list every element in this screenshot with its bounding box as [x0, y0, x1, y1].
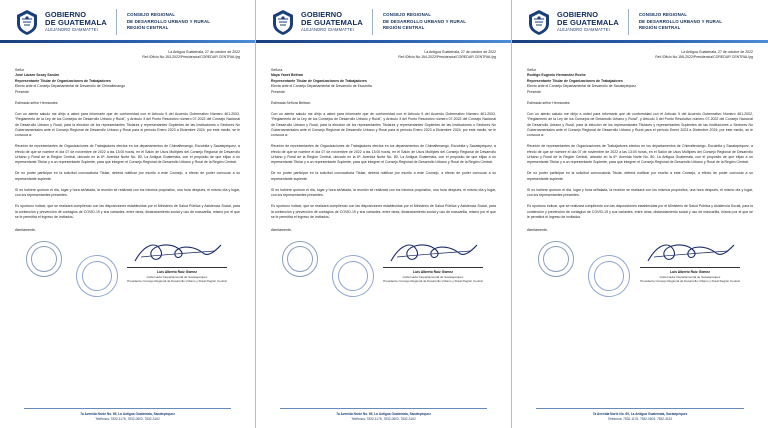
paragraph-1: Con un atento saludo me dirijo a usted para informarle que de conformidad con el Artículo 9 del Acuerdo Gubernativo Número 461-2002, "Reglamento de la Ley de los Consejos de Desarrollo Urbano y Rural", y Artículo 3 del Punto Resolutivo número 07-2022 del Consejo Nacional de Desarrollo Urbano y Rural, para la elección de los representantes Titulares y representantes Suplentes de las Instituciones o Sectores No Gubernamentales ante el Consejo Regional de Desarrollo Urbano y Rural para el período Enero 2023 a Diciembre 2024; por este medio, se le convoca a:: [527, 112, 753, 138]
letterhead: [256, 0, 511, 40]
letter-body: [0, 43, 255, 233]
paragraph-2: Reunión de representantes de Organizaciones de Trabajadores electos en los departamentos de Chimaltenango, Escuintla y Sacatepéquez, a efecto de que se nombre el día 07 de noviembre de 2022 a las 13:00 horas, en el Salón de Usos Múltiples del Consejo Regional de Desarrollo Urbano y Rural de la Región Central, ubicado en la 6ª. Avenida Norte No. 80, La Antigua Guatemala, con el propósito de que elijan a un representante Titular y a un representante Suplente, para que integren el Consejo Regional de Desarrollo Urbano y Rural de la Región Central.: [527, 144, 753, 165]
gov-wordmark: GOBIERNO DE GUATEMALA ALEJANDRO GIAMMATTEI: [557, 9, 619, 33]
paragraph-4: Si no hubiere quórum el día, lugar y hora señalada, la reunión se realizará con los mismos propósitos, una hora después, el mismo día y lugar, con los representantes presentes.: [527, 187, 753, 198]
paragraph-4: Si no hubiere quórum el día, lugar y hora señalada, la reunión se realizará con los mismos propósitos, una hora después, el mismo día y lugar, con los representantes presentes.: [271, 187, 496, 198]
place-date-block: La Antigua Guatemala, 27 de octubre de 2022 Ref./Oficio No.153-2022/Presidencia/COREDUR CENTRAL/jrg: [142, 50, 240, 60]
gov-wordmark: GOBIERNO DE GUATEMALA ALEJANDRO GIAMMATTEI: [301, 9, 363, 33]
paragraph-3: De no poder participar en la solicitud convocatoria Titular, deberá notificar por escrito a este Consejo, a efecto de poder convocar a su representante suplente.: [15, 171, 240, 181]
handwritten-signature-icon: [373, 237, 493, 267]
signature-line: [127, 267, 227, 268]
salutation: Estimada Señora Beltran:: [271, 100, 311, 105]
guatemala-coat-of-arms-icon: [526, 7, 552, 37]
embossed-seal-icon: [282, 241, 318, 277]
paragraph-3: De no poder participar en la solicitud convocatoria Titular, deberá notificar por escrito a este Consejo, a efecto de poder convocar a su representante suplente.: [527, 171, 753, 181]
paragraph-1: Con un atento saludo me dirijo a usted para informarle que de conformidad con el Artículo 9 del Acuerdo Gubernativo Número 461-2002, "Reglamento de la Ley de los Consejos de Desarrollo Urbano y Rural", y Artículo 3 del Punto Resolutivo número 07-2022 del Consejo Nacional de Desarrollo Urbano y Rural, para la elección de los representantes Titulares y representantes Suplentes de las Instituciones o Sectores No Gubernamentales ante el Consejo Regional de Desarrollo Urbano y Rural para el período Enero 2023 a Diciembre 2024; por este medio, se le convoca a:: [15, 112, 240, 138]
signature-zone: [524, 237, 756, 311]
salutation: Estimado señor Hernández:: [15, 100, 59, 105]
guatemala-coat-of-arms-icon: [270, 7, 296, 37]
place-date-block: La Antigua Guatemala, 27 de octubre de 2022 Ref./Oficio No.154-2022/Presidencia/COREDUR CENTRAL/jrg: [398, 50, 496, 60]
guatemala-coat-of-arms-icon: [14, 7, 40, 37]
paragraph-1: Con un atento saludo me dirijo a usted para informarle que de conformidad con el Artículo 9 del Acuerdo Gubernativo Número 461-2002, "Reglamento de la Ley de los Consejos de Desarrollo Urbano y Rural", y Artículo 3 del Punto Resolutivo número 07-2022 del Consejo Nacional de Desarrollo Urbano y Rural, para la elección de los representantes Titulares y representantes Suplentes de las Instituciones o Sectores No Gubernamentales ante el Consejo Regional de Desarrollo Urbano y Rural para el período Enero 2023 a Diciembre 2024; por este medio, se le convoca a:: [271, 112, 496, 138]
paragraph-3: De no poder participar en la solicitud convocatoria Titular, deberá notificar por escrito a este Consejo, a efecto de poder convocar a su representante suplente.: [271, 171, 496, 181]
page-footer: 7a Avenida Norte No. 69, La Antigua Guatemala, Sacatepéquez Teléfonos: 7832-1176, 7832-0603, 7832-3162: [256, 408, 511, 422]
signature-block: Luis Alberto Ruiz Gómez Gobernador Departamental de Sacatepéquez Presidente Consejo Regional de Desarrollo Urbano y Rural Región Central: [117, 237, 237, 283]
footer-rule: [536, 408, 744, 409]
signature-line: [383, 267, 483, 268]
place-date-block: La Antigua Guatemala, 27 de octubre de 2022 Ref./Oficio No.155-2022/Presidencia/COREDUR CENTRAL/jrg: [655, 50, 753, 60]
document-page-2: [256, 0, 512, 428]
letterhead: [512, 0, 768, 40]
gov-wordmark: GOBIERNO DE GUATEMALA ALEJANDRO GIAMMATTEI: [45, 9, 107, 33]
letter-body: [512, 43, 768, 233]
round-ink-stamp-icon: [584, 252, 634, 302]
addressee-block: Señor Rodrigo Eugenio Hernandez Roche Representante Titular de Organizaciones de Trabajadores Electo ante el Consejo Departamental de Desarrollo de Sacatepéquez Presente: [527, 67, 636, 94]
divider: [628, 9, 629, 35]
letterhead: [0, 0, 255, 40]
closing: Atentamente,: [271, 228, 292, 233]
document-page-1: [0, 0, 256, 428]
entity-wordmark: CONSEJO REGIONAL DE DESARROLLO URBANO Y RURAL REGIÓN CENTRAL: [126, 12, 211, 31]
paragraph-4: Si no hubiere quórum el día, lugar y hora señalada, la reunión se realizará con los mismos propósitos, una hora después, el mismo día y lugar, con los representantes presentes.: [15, 187, 240, 198]
entity-wordmark: CONSEJO REGIONAL DE DESARROLLO URBANO Y RURAL REGIÓN CENTRAL: [638, 12, 723, 31]
salutation: Estimado señor Hernández:: [527, 100, 571, 105]
document-page-3: [512, 0, 768, 428]
handwritten-signature-icon: [630, 237, 750, 267]
closing: Atentamente,: [527, 228, 548, 233]
signature-line: [640, 267, 740, 268]
signature-zone: [12, 237, 243, 311]
page-footer: 7a Avenida Norte No. 69, La Antigua Guatemala, Sacatepéquez Teléfonos: 7832-1176, 7832-0603, 7832-3162: [0, 408, 255, 422]
footer-rule: [24, 408, 231, 409]
closing: Atentamente,: [15, 228, 36, 233]
divider: [116, 9, 117, 35]
footer-rule: [280, 408, 487, 409]
letter-body: [256, 43, 511, 233]
signature-block: Luis Alberto Ruiz Gómez Gobernador Departamental de Sacatepéquez Presidente Consejo Regional de Desarrollo Urbano y Rural Región Central: [373, 237, 493, 283]
round-ink-stamp-icon: [72, 252, 122, 302]
paragraph-2: Reunión de representantes de Organizaciones de Trabajadores electos en los departamentos de Chimaltenango, Escuintla y Sacatepéquez, a efecto de que se nombre el día 07 de noviembre de 2022 a las 13:00 horas, en el Salón de Usos Múltiples del Consejo Regional de Desarrollo Urbano y Rural de la Región Central, ubicado en la 6ª. Avenida Norte No. 80, La Antigua Guatemala, con el propósito de que elijan a un representante Titular y a un representante Suplente, para que integren el Consejo Regional de Desarrollo Urbano y Rural de la Región Central.: [271, 144, 496, 165]
entity-wordmark: CONSEJO REGIONAL DE DESARROLLO URBANO Y RURAL REGIÓN CENTRAL: [382, 12, 467, 31]
addressee-block: Señor José Lázaro Secay Sanüm Representante Titular de Organizaciones de Trabajadores Electo ante el Consejo Departamental de Desarrollo de Chimaltenango Presente: [15, 67, 126, 94]
round-ink-stamp-icon: [328, 252, 378, 302]
signature-block: Luis Alberto Ruiz Gómez Gobernador Departamental de Sacatepéquez Presidente Consejo Regional de Desarrollo Urbano y Rural Región Central: [630, 237, 750, 283]
embossed-seal-icon: [538, 241, 574, 277]
addressee-block: Señora Maya Yanet Beltran Representante Titular de Organizaciones de Trabajadores Electa ante el Consejo Departamental de Desarrollo de Escuintla Presente: [271, 67, 372, 94]
paragraph-5: Es oportuno indicar, que se realizará cumpliendo con las disposiciones establecidas por el Ministerio de Salud Pública y Asistencia Social, para la contención y prevención de contagios de COVID-19 y sus variantes, entre otras, distanciamiento social y uso de mascarilla, mismo por el que se le permitirá el ingreso de invitados.: [271, 204, 496, 219]
paragraph-5: Es oportuno indicar, que se realizará cumpliendo con las disposiciones establecidas por el Ministerio de Salud Pública y Asistencia Social, para la contención y prevención de contagios de COVID-19 y sus variantes, entre otras, distanciamiento social y uso de mascarilla, mismo por el que se le permitirá el ingreso de invitados.: [527, 204, 753, 219]
paragraph-2: Reunión de representantes de Organizaciones de Trabajadores electos en los departamentos de Chimaltenango, Escuintla y Sacatepéquez, a efecto de que se nombre el día 07 de noviembre de 2022 a las 13:00 horas, en el Salón de Usos Múltiples del Consejo Regional de Desarrollo Urbano y Rural de la Región Central, ubicado en la 6ª. Avenida Norte No. 80, La Antigua Guatemala, con el propósito de que elijan a un representante Titular y a un representante Suplente, para que integren el Consejo Regional de Desarrollo Urbano y Rural de la Región Central.: [15, 144, 240, 165]
signature-zone: [268, 237, 499, 311]
handwritten-signature-icon: [117, 237, 237, 267]
paragraph-5: Es oportuno indicar, que se realizará cumpliendo con las disposiciones establecidas por el Ministerio de Salud Pública y Asistencia Social, para la contención y prevención de contagios de COVID-19 y sus variantes, entre otras, distanciamiento social y uso de mascarilla, mismo por el que se le permitirá el ingreso de invitados.: [15, 204, 240, 219]
embossed-seal-icon: [26, 241, 62, 277]
divider: [372, 9, 373, 35]
page-footer: 7a Avenida Norte No. 69, La Antigua Guatemala, Sacatepéquez Teléfonos: 7832-1176, 7832-0603, 7832-3162: [512, 408, 768, 422]
